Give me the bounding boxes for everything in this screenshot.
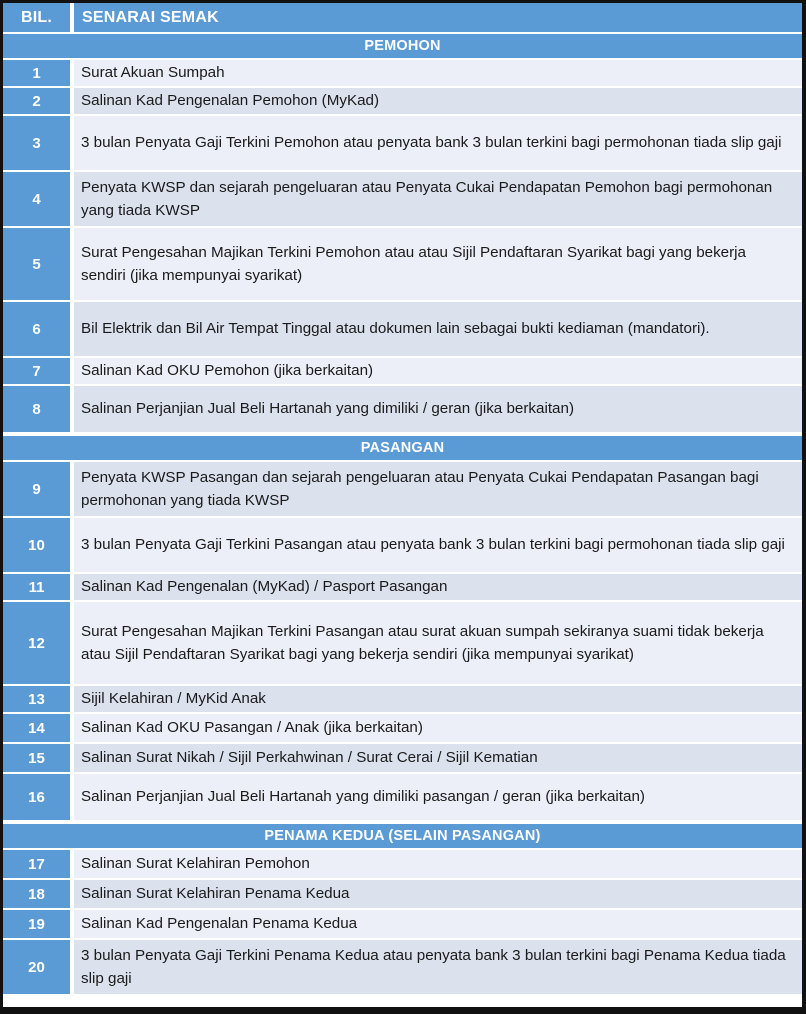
row-text: Salinan Perjanjian Jual Beli Hartanah yang dimiliki pasangan / geran (jika berkaitan) bbox=[74, 774, 802, 820]
row-number: 6 bbox=[3, 302, 70, 356]
row-number: 1 bbox=[3, 60, 70, 86]
row-number: 2 bbox=[3, 88, 70, 114]
table-row bbox=[3, 116, 802, 170]
table-row bbox=[3, 602, 802, 684]
row-number: 7 bbox=[3, 358, 70, 384]
row-number: 10 bbox=[3, 518, 70, 572]
checklist-table bbox=[3, 3, 802, 1007]
row-text: Salinan Surat Kelahiran Pemohon bbox=[74, 850, 802, 878]
table-row bbox=[3, 850, 802, 878]
table-row bbox=[3, 940, 802, 994]
row-number: 12 bbox=[3, 602, 70, 684]
row-text: Surat Pengesahan Majikan Terkini Pasangan atau surat akuan sumpah sekiranya suami tidak bekerja atau Sijil Pendaftaran Syarikat bagi yang bekerja sendiri (jika mempunyai syarikat) bbox=[74, 602, 802, 684]
table-row bbox=[3, 228, 802, 300]
row-text: 3 bulan Penyata Gaji Terkini Pasangan atau penyata bank 3 bulan terkini bagi permohonan tiada slip gaji bbox=[74, 518, 802, 572]
row-number: 17 bbox=[3, 850, 70, 878]
table-row bbox=[3, 88, 802, 114]
row-text: Salinan Surat Nikah / Sijil Perkahwinan / Surat Cerai / Sijil Kematian bbox=[74, 744, 802, 772]
table-row bbox=[3, 358, 802, 384]
row-text: Salinan Kad Pengenalan Penama Kedua bbox=[74, 910, 802, 938]
row-number: 3 bbox=[3, 116, 70, 170]
row-number: 13 bbox=[3, 686, 70, 712]
row-text: Penyata KWSP dan sejarah pengeluaran atau Penyata Cukai Pendapatan Pemohon bagi permohonan yang tiada KWSP bbox=[74, 172, 802, 226]
row-text: Salinan Perjanjian Jual Beli Hartanah yang dimiliki / geran (jika berkaitan) bbox=[74, 386, 802, 432]
row-number: 18 bbox=[3, 880, 70, 908]
section-header-penama-kedua: PENAMA KEDUA (SELAIN PASANGAN) bbox=[3, 824, 802, 848]
row-text: Sijil Kelahiran / MyKid Anak bbox=[74, 686, 802, 712]
table-row bbox=[3, 714, 802, 742]
row-number: 9 bbox=[3, 462, 70, 516]
table-row bbox=[3, 302, 802, 356]
row-text: 3 bulan Penyata Gaji Terkini Pemohon atau penyata bank 3 bulan terkini bagi permohonan tiada slip gaji bbox=[74, 116, 802, 170]
row-text: Penyata KWSP Pasangan dan sejarah pengeluaran atau Penyata Cukai Pendapatan Pasangan bagi permohonan yang tiada KWSP bbox=[74, 462, 802, 516]
row-text: Surat Akuan Sumpah bbox=[74, 60, 802, 86]
row-text: Salinan Kad Pengenalan Pemohon (MyKad) bbox=[74, 88, 802, 114]
section-header-pasangan: PASANGAN bbox=[3, 436, 802, 460]
table-header-row bbox=[3, 3, 802, 32]
table-row bbox=[3, 386, 802, 432]
table-row bbox=[3, 774, 802, 820]
row-number: 15 bbox=[3, 744, 70, 772]
table-row bbox=[3, 172, 802, 226]
table-row bbox=[3, 518, 802, 572]
row-number: 20 bbox=[3, 940, 70, 994]
column-header-senarai-semak: SENARAI SEMAK bbox=[74, 3, 802, 32]
row-number: 8 bbox=[3, 386, 70, 432]
row-number: 14 bbox=[3, 714, 70, 742]
row-text: Salinan Kad OKU Pemohon (jika berkaitan) bbox=[74, 358, 802, 384]
table-row bbox=[3, 686, 802, 712]
row-number: 5 bbox=[3, 228, 70, 300]
table-row bbox=[3, 462, 802, 516]
section-header-pemohon: PEMOHON bbox=[3, 34, 802, 58]
row-number: 16 bbox=[3, 774, 70, 820]
table-row bbox=[3, 910, 802, 938]
row-text: Salinan Surat Kelahiran Penama Kedua bbox=[74, 880, 802, 908]
row-text: Salinan Kad OKU Pasangan / Anak (jika berkaitan) bbox=[74, 714, 802, 742]
row-text: Salinan Kad Pengenalan (MyKad) / Pasport Pasangan bbox=[74, 574, 802, 600]
row-text: Surat Pengesahan Majikan Terkini Pemohon atau atau Sijil Pendaftaran Syarikat bagi yang bekerja sendiri (jika mempunyai syarikat) bbox=[74, 228, 802, 300]
row-number: 19 bbox=[3, 910, 70, 938]
row-number: 4 bbox=[3, 172, 70, 226]
table-row bbox=[3, 744, 802, 772]
table-row bbox=[3, 60, 802, 86]
row-text: 3 bulan Penyata Gaji Terkini Penama Kedua atau penyata bank 3 bulan terkini bagi Penama Kedua tiada slip gaji bbox=[74, 940, 802, 994]
column-header-bil: BIL. bbox=[3, 3, 70, 32]
row-number: 11 bbox=[3, 574, 70, 600]
table-row bbox=[3, 574, 802, 600]
row-text: Bil Elektrik dan Bil Air Tempat Tinggal atau dokumen lain sebagai bukti kediaman (mandatori). bbox=[74, 302, 802, 356]
table-row bbox=[3, 880, 802, 908]
